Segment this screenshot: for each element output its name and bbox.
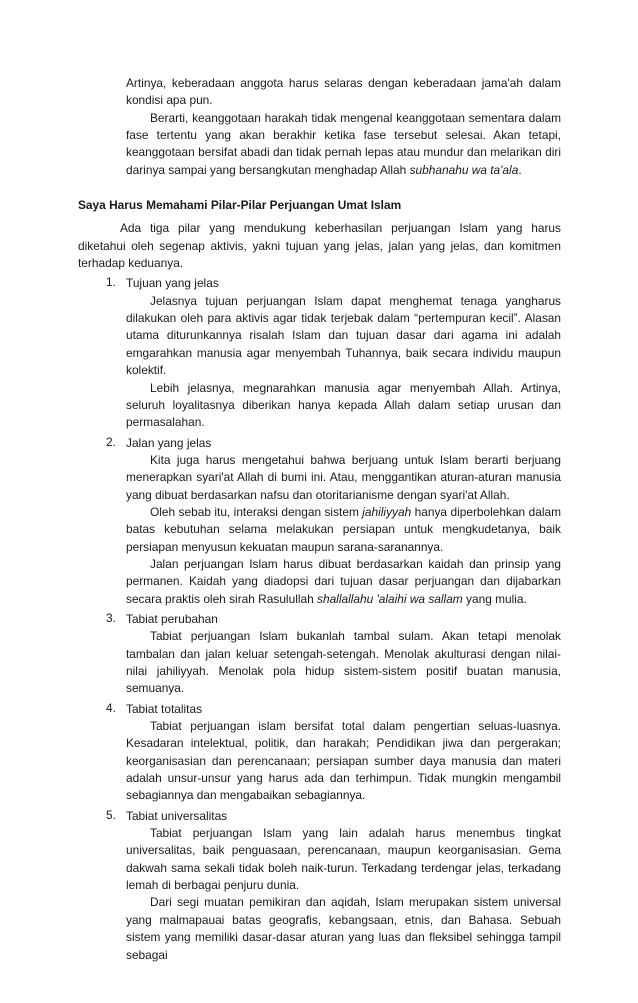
- list-item-title: Tujuan yang jelas: [126, 276, 219, 291]
- list-item-paragraph: Jelasnya tujuan perjuangan Islam dapat menghemat tenaga yangharus dilakukan oleh para aktivis agar tidak terjebak dalam “pertempuran kecil”. Alasan utama diturunkannya risalah Islam dan tujuan dasar dari agama ini adalah emgarahkan manusia agar menyembah Tuhannya, baik secara individu maupun kolektif.: [126, 293, 561, 378]
- text-run: yang mulia.: [462, 591, 527, 606]
- list-number: 5.: [106, 807, 116, 822]
- list-item-paragraph: Dari segi muatan pemikiran dan aqidah, Islam merupakan sistem universal yang malmapauai batas geografis, kebangsaan, etnis, dan Bahasa. Sebuah sistem yang memiliki dasar-dasar aturan yang luas dan fleksibel sehingga tampil sebagai: [126, 895, 561, 962]
- text-run: Oleh sebab itu, interaksi dengan sistem: [150, 504, 363, 519]
- list-item-paragraph: Tabiat perjuangan Islam bukanlah tambal sulam. Akan tetapi menolak tambalan dan jalan keluar setengah-setengah. Menolak akulturasi dengan nilai-nilai jahiliyyah. Menolak pola hidup sistem-sistem positif buatan manusia, semuanya.: [126, 629, 561, 696]
- text-run: hanya diperbolehkan dalam batas kebutuhan selama melakukan persiapan untuk mengkudetanya, baik persiapan menyusun kekuatan maupun sarana-saranannya.: [126, 504, 561, 554]
- text-run: Jalan perjuangan Islam harus dibuat berdasarkan kaidah dan prinsip yang permanen. Kaidah yang diadopsi dari tujuan dasar perjuangan dan dijabarkan secara praktis oleh sirah Rasulullah: [126, 556, 561, 606]
- page-content: [78, 75, 561, 964]
- intro-paragraph-2-italic: subhanahu wa ta'ala: [409, 162, 519, 177]
- intro-paragraph-2-text: Berarti, keanggotaan harakah tidak mengenal keanggotaan sementara dalam fase tertentu yang akan berakhir ketika fase tersebut selesai. Akan tetapi, keanggotaan bersifat abadi dan tidak pernah lepas atau mundur dan melarikan diri darinya sampai yang bersangkutan menghadap Allah: [126, 110, 561, 177]
- list-item-paragraph: Lebih jelasnya, megnarahkan manusia agar menyembah Allah. Artinya, seluruh loyalitasnya diberikan hanya kepada Allah dalam setiap urusan dan permasalahan.: [126, 380, 561, 430]
- list-number: 4.: [106, 700, 116, 715]
- list-item-title: Tabiat universalitas: [126, 808, 228, 823]
- list-item-title: Jalan yang jelas: [126, 435, 212, 450]
- list-number: 2.: [106, 434, 116, 449]
- list-item: [106, 275, 561, 431]
- intro-paragraph-2-end: .: [518, 162, 522, 177]
- list-item: [106, 700, 561, 805]
- list-number: 1.: [106, 275, 116, 290]
- list-item: [106, 434, 561, 608]
- list-item-title: Tabiat totalitas: [126, 701, 203, 716]
- list-item: [106, 807, 561, 964]
- list-item-paragraph: Tabiat perjuangan Islam yang lain adalah harus menembus tingkat universalitas, baik penguasaan, perencanaan, maupun keorganisasian. Gema dakwah sama sekali tidak boleh naik-turun. Terkadang terdengar jelas, terkadang lemah di berbagai penjuru dunia.: [126, 826, 561, 893]
- intro-paragraph-2: [126, 110, 561, 179]
- list-item-paragraph: [126, 556, 561, 608]
- list-item-paragraph: [126, 504, 561, 556]
- list-item-paragraph: Kita juga harus mengetahui bahwa berjuang untuk Islam berarti berjuang menerapkan syari'at Allah di bumi ini. Atau, menggantikan aturan-aturan manusia yang dibuat berdasarkan nafsu dan otoritarianisme dengan syari'at Allah.: [126, 452, 561, 502]
- list-item: [106, 610, 561, 698]
- section-heading: Saya Harus Memahami Pilar-Pilar Perjuangan Umat Islam: [78, 198, 402, 213]
- intro-paragraph-1: Artinya, keberadaan anggota harus selaras dengan keberadaan jama'ah dalam kondisi apa pun.: [126, 76, 561, 108]
- list-item-title: Tabiat perubahan: [126, 611, 218, 626]
- italic-term: jahiliyyah: [362, 504, 412, 519]
- lead-paragraph: Ada tiga pilar yang mendukung keberhasilan perjuangan Islam yang harus diketahui oleh segenap aktivis, yakni tujuan yang jelas, jalan yang jelas, dan komitmen terhadap keduanya.: [78, 221, 561, 271]
- list-item-paragraph: Tabiat perjuangan islam bersifat total dalam pengertian seluas-luasnya. Kesadaran intelektual, politik, dan harakah; Pendidikan jiwa dan pergerakan; keorganisasian dan perencanaan; persiapan sumber daya manusia dan materi adalah unsur-unsur yang harus ada dan terhimpun. Tidak mungkin mengambil sebagiannya dan mengabaikan sebagiannya.: [126, 719, 561, 803]
- italic-term: shallallahu 'alaihi wa sallam: [317, 591, 463, 606]
- list-number: 3.: [106, 610, 116, 625]
